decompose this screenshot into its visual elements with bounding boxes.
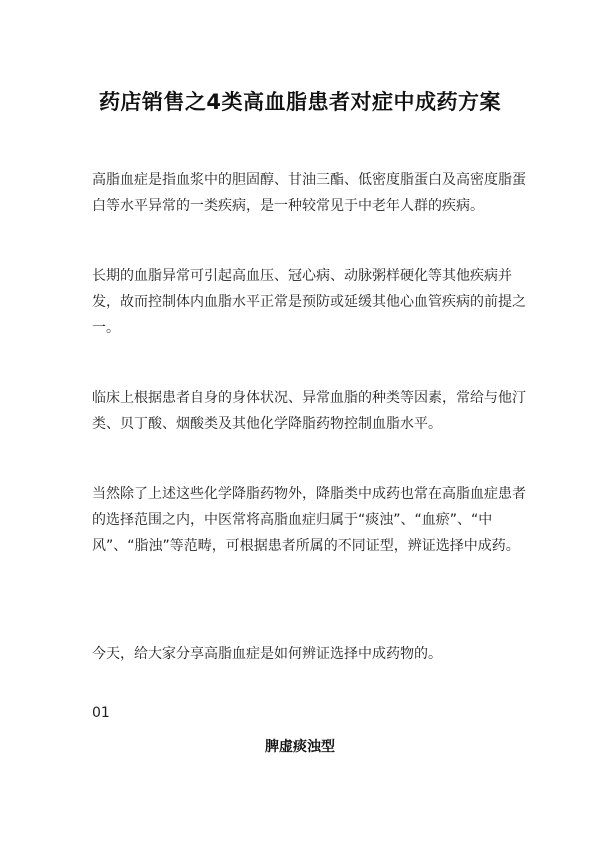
paragraph-sharing: 今天，给大家分享高脂血症是如何辨证选择中成药物的。 (92, 646, 442, 662)
paragraph-intro: 高脂血症是指血浆中的胆固醇、甘油三酯、低密度脂蛋白及高密度脂蛋白等水平异常的一类疾病，是一种较常见于中老年人群的疾病。 (92, 172, 526, 214)
section-title: 脾虚痰浊型 (265, 739, 335, 755)
paragraph-clinical-drugs: 临床上根据患者自身的身体状况、异常血脂的种类等因素，常给与他汀类、贝丁酸、烟酸类及其他化学降脂药物控制血脂水平。 (92, 390, 526, 432)
paragraph-tcm-medicine: 当然除了上述这些化学降脂药物外，降脂类中成药也常在高脂血症患者的选择范围之内，中医常将高脂血症归属于“痰浊”、“血瘀”、“中风”、“脂浊”等范畴，可根据患者所属的不同证型，辨证选择中成药。 (92, 486, 526, 554)
page-title: 药店销售之4类高血脂患者对症中成药方案 (98, 90, 502, 114)
paragraph-complications: 长期的血脂异常可引起高血压、冠心病、动脉粥样硬化等其他疾病并发，故而控制体内血脂水平正常是预防或延缓其他心血管疾病的前提之一。 (92, 268, 526, 336)
section-number: 01 (92, 705, 110, 721)
